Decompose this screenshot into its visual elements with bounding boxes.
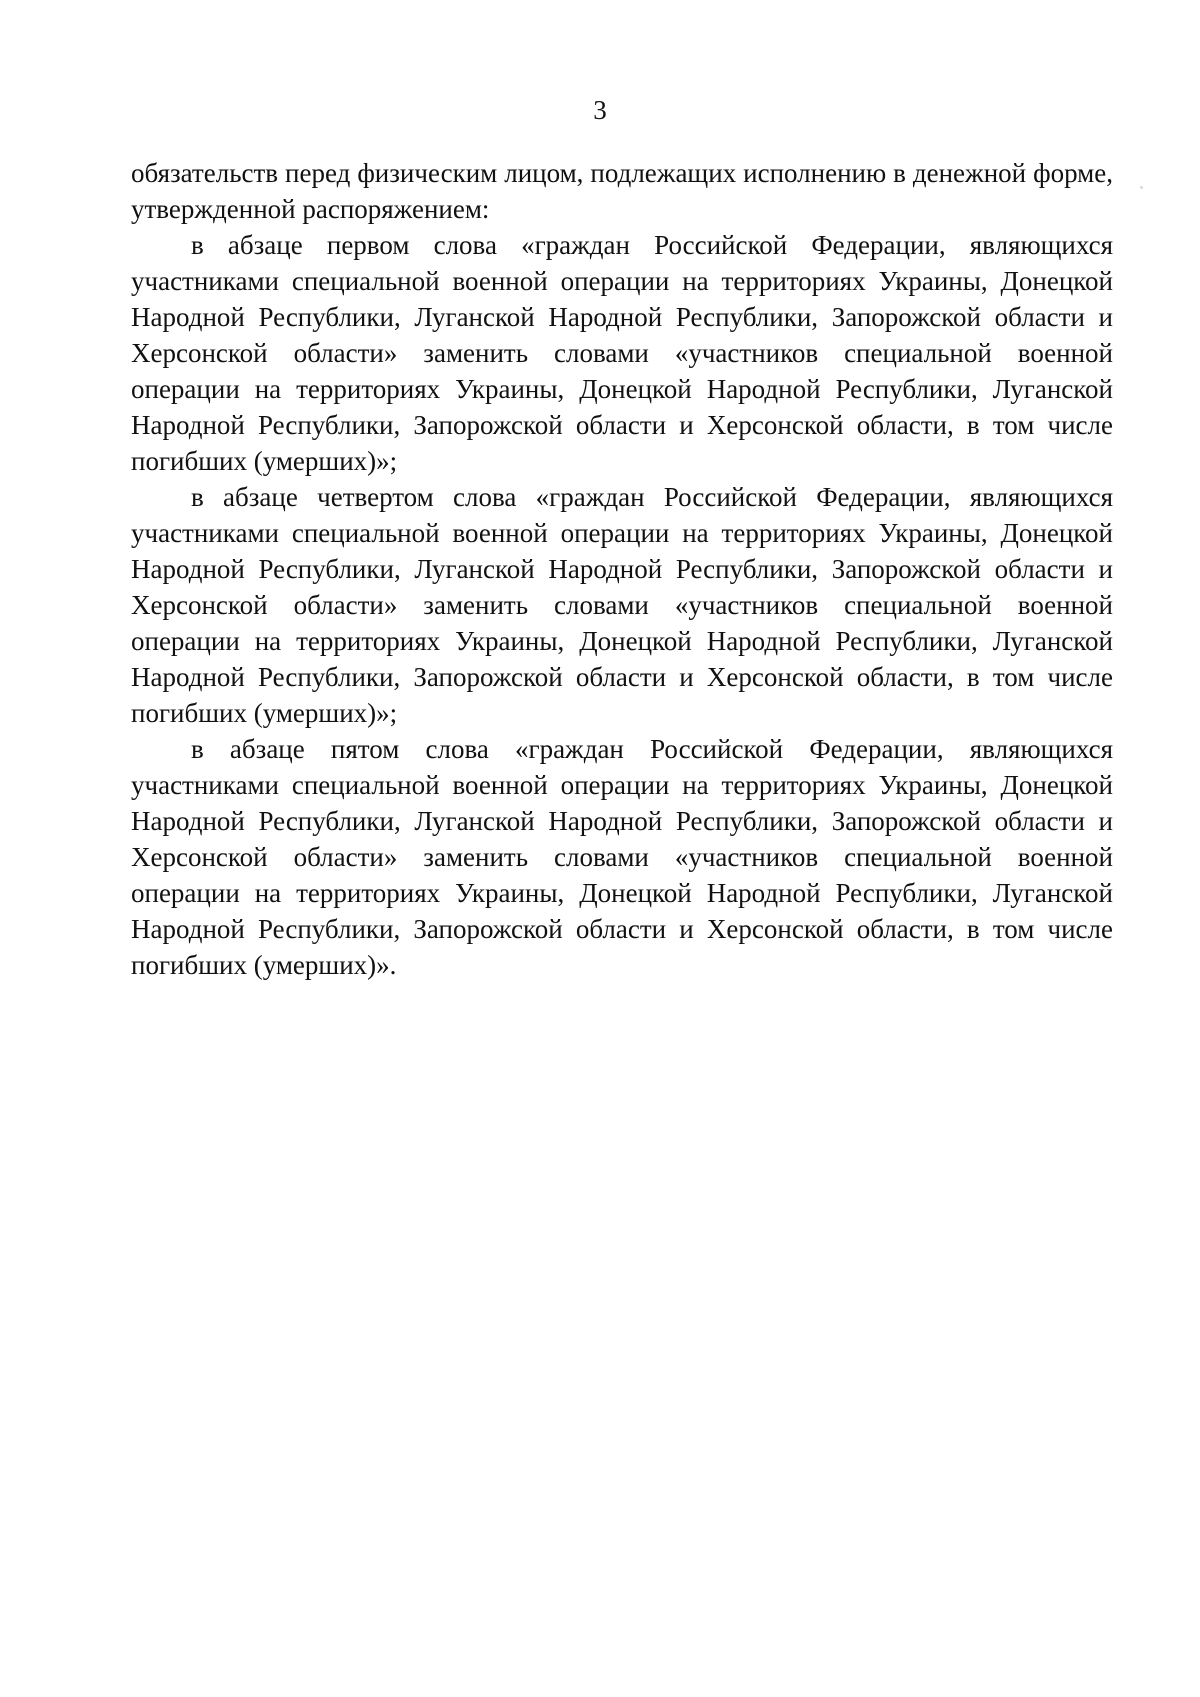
- paragraph-amendment-fourth: в абзаце четвертом слова «граждан Российской Федерации, являющихся участниками специальной военной операции на территориях Украины, Донецкой Народной Республики, Луганской Народной Республики, Запорожской области и Херсонской области» заменить словами «участников специальной военной операции на территориях Украины, Донецкой Народной Республики, Луганской Народной Республики, Запорожской области и Херсонской области, в том числе погибших (умерших)»;: [131, 482, 1113, 728]
- paragraph-amendment-first: в абзаце первом слова «граждан Российской Федерации, являющихся участниками специальной военной операции на территориях Украины, Донецкой Народной Республики, Луганской Народной Республики, Запорожской области и Херсонской области» заменить словами «участников специальной военной операции на территориях Украины, Донецкой Народной Республики, Луганской Народной Республики, Запорожской области и Херсонской области, в том числе погибших (умерших)»;: [131, 230, 1113, 476]
- paragraph-continuation: обязательств перед физическим лицом, подлежащих исполнению в денежной форме, утвержденной распоряжением:: [131, 158, 1113, 224]
- page-number: 3: [593, 95, 607, 125]
- document-body: [131, 155, 1113, 983]
- scan-speck: [1140, 186, 1143, 189]
- paragraph-amendment-fifth: в абзаце пятом слова «граждан Российской Федерации, являющихся участниками специальной военной операции на территориях Украины, Донецкой Народной Республики, Луганской Народной Республики, Запорожской области и Херсонской области» заменить словами «участников специальной военной операции на территориях Украины, Донецкой Народной Республики, Луганской Народной Республики, Запорожской области и Херсонской области, в том числе погибших (умерших)».: [131, 734, 1113, 980]
